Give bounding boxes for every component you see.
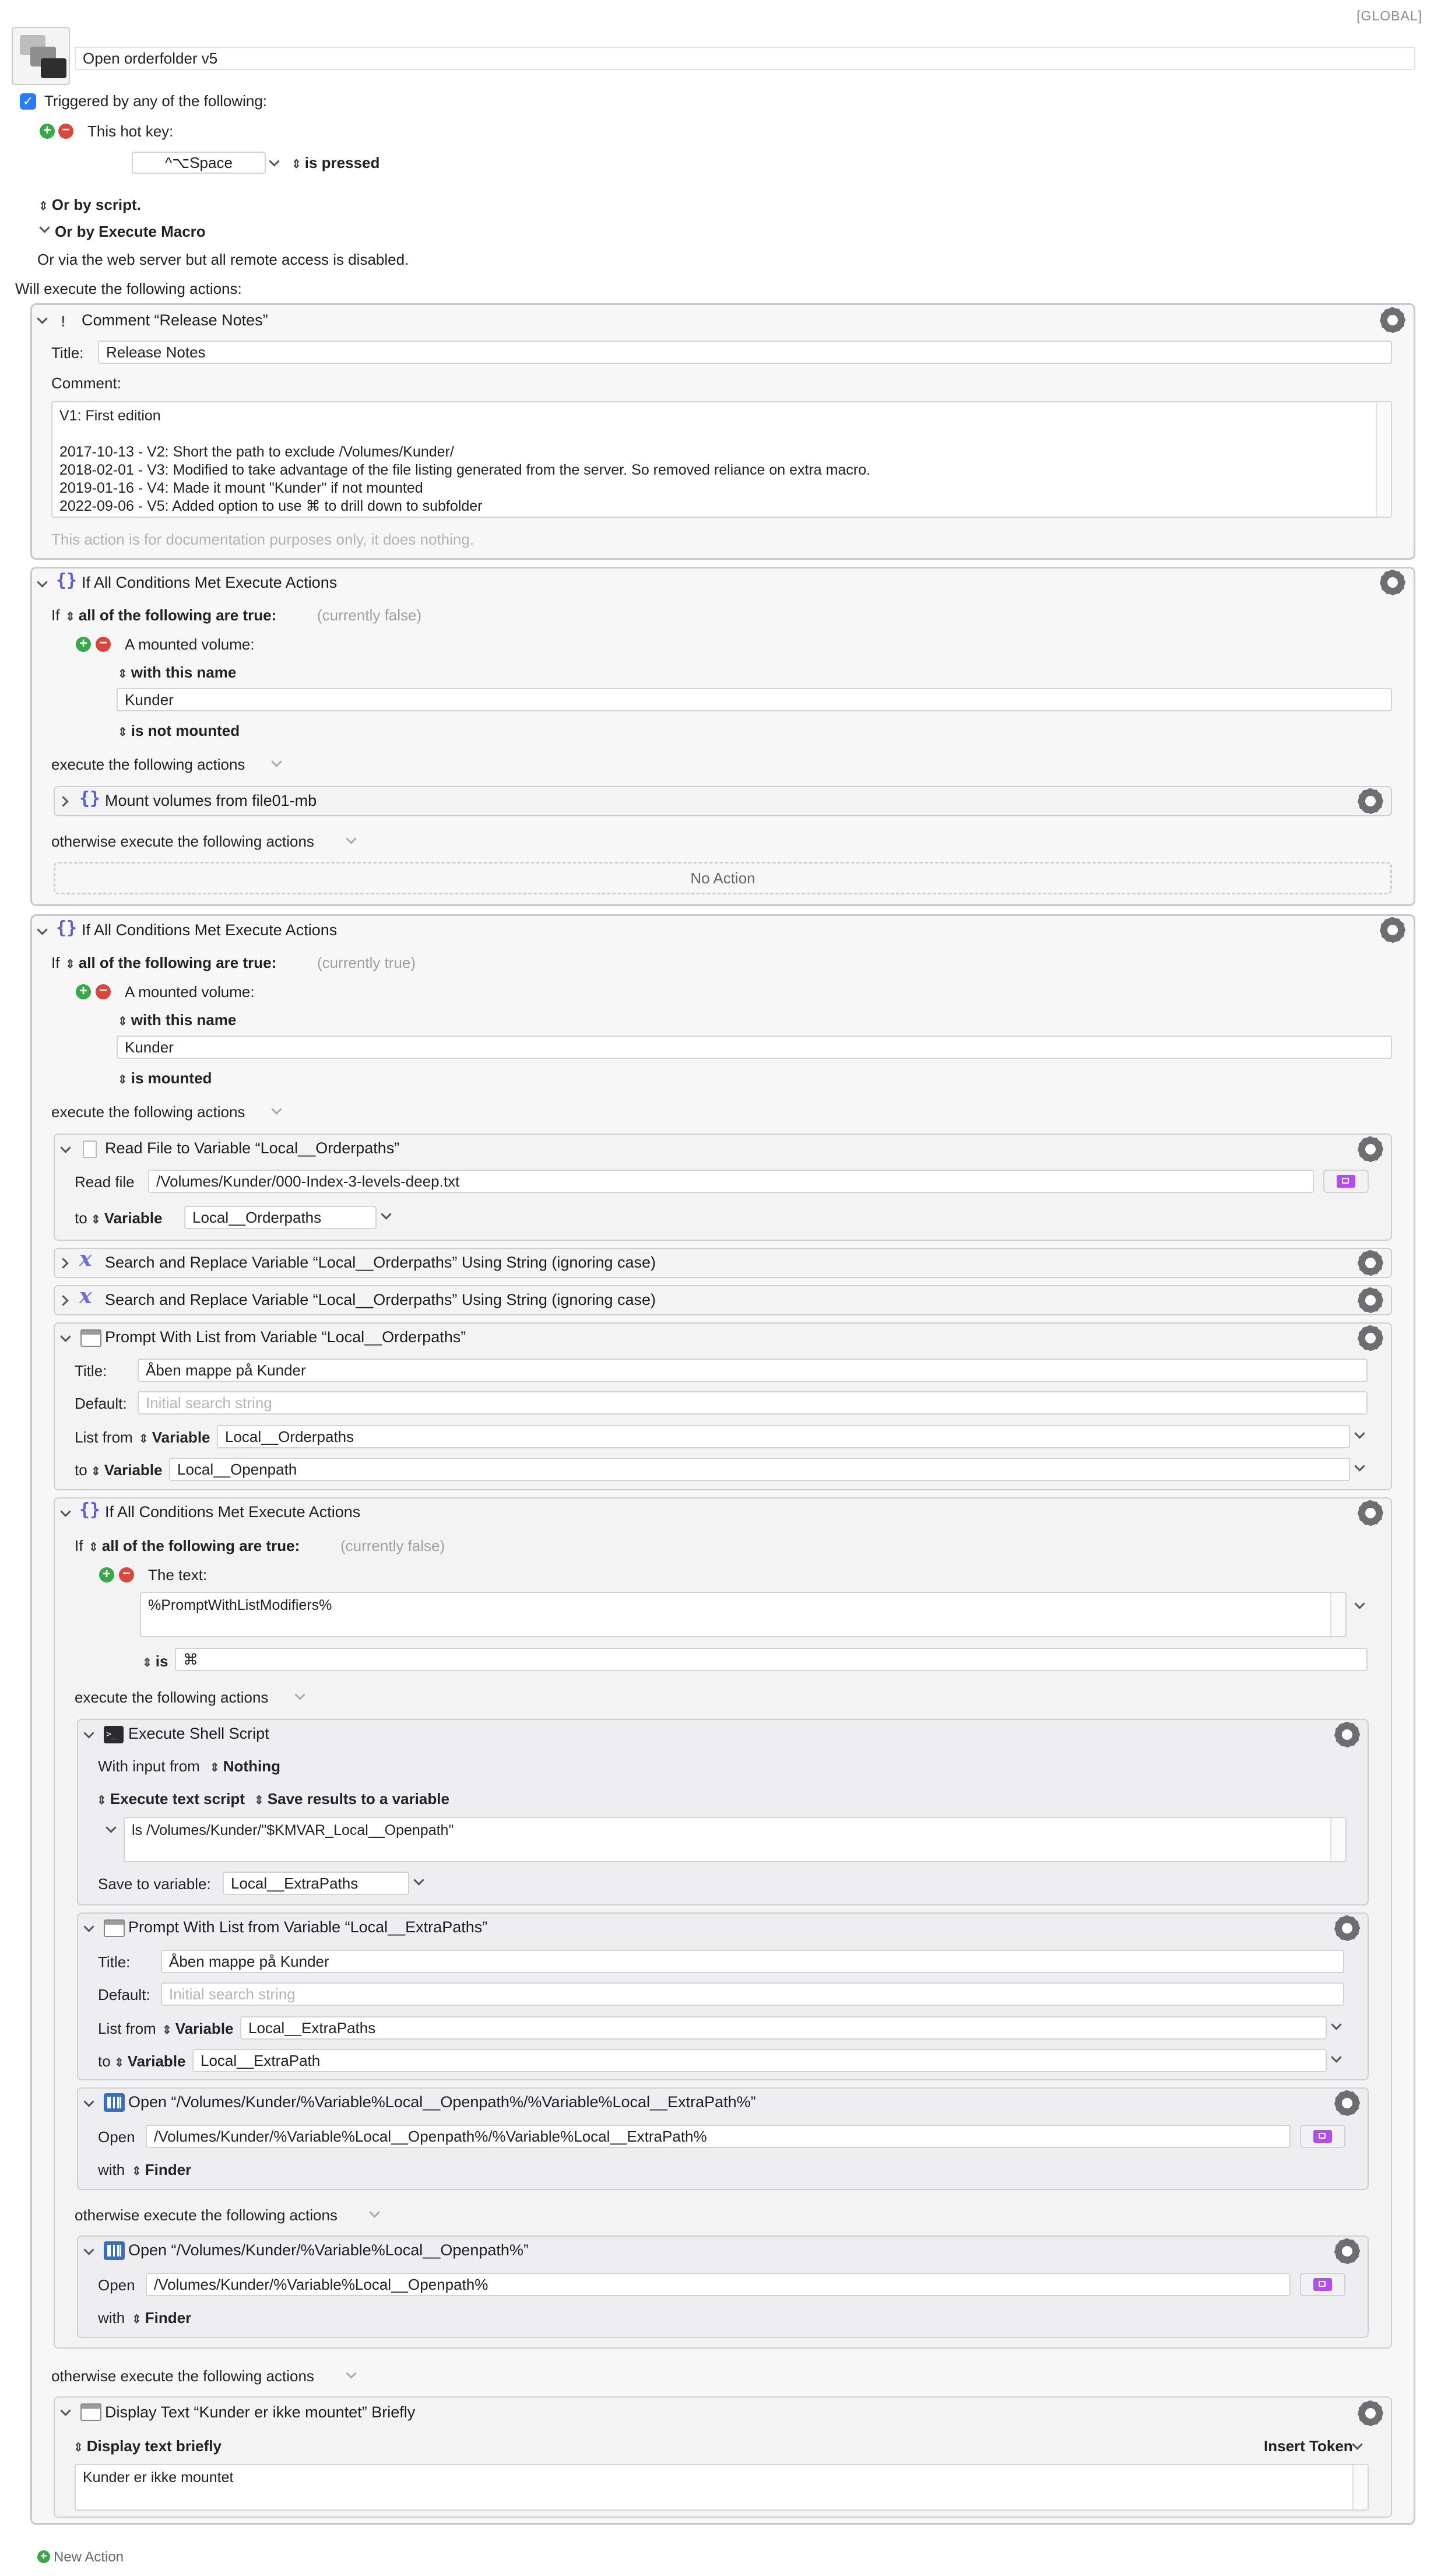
action-title: Display Text “Kunder er ikke mountet” Briefly	[105, 2403, 416, 2421]
read-file-label: Read file	[75, 1173, 135, 1191]
action-title: Comment “Release Notes”	[82, 311, 268, 329]
gear-icon[interactable]	[1358, 1137, 1383, 1161]
remove-condition-button[interactable]: −	[119, 1567, 134, 1582]
folder-picker-button[interactable]	[1300, 2273, 1345, 2296]
default-label: Default:	[98, 1986, 150, 2003]
finder-icon	[104, 2093, 125, 2112]
braces-icon: {}	[56, 570, 78, 591]
variable-type-select[interactable]: ⇕ Variable	[162, 2020, 234, 2037]
web-server-note: Or via the web server but all remote access is disabled.	[37, 251, 409, 268]
updown-icon: ⇕	[132, 2313, 142, 2326]
display-text-field[interactable]: Kunder er ikke mountet	[75, 2464, 1369, 2511]
open-label: Open	[98, 2128, 135, 2146]
condition-status: (currently true)	[317, 954, 416, 971]
default-search-field[interactable]: Initial search string	[161, 1982, 1344, 2006]
variable-type-select[interactable]: ⇕ Variable	[91, 1209, 163, 1227]
triggered-label: Triggered by any of the following:	[44, 92, 268, 110]
action-title: Open “/Volumes/Kunder/%Variable%Local__Openpath%”	[128, 2241, 529, 2259]
title-label: Title:	[98, 1953, 131, 1971]
with-name-select[interactable]: ⇕ with this name	[118, 1011, 237, 1029]
hotkey-state-select[interactable]: ⇕ is pressed	[291, 154, 380, 171]
otherwise-label: otherwise execute the following actions	[51, 2367, 314, 2385]
comment-icon: !	[61, 313, 66, 330]
add-condition-button[interactable]: +	[76, 637, 91, 652]
condition-status: (currently false)	[317, 606, 422, 624]
add-condition-button[interactable]: +	[76, 984, 91, 999]
folder-icon	[1313, 2130, 1332, 2143]
updown-icon: ⇕	[114, 2056, 124, 2069]
default-search-field[interactable]: Initial search string	[138, 1391, 1368, 1415]
updown-icon: ⇕	[118, 1015, 128, 1028]
gear-icon[interactable]	[1358, 1251, 1383, 1275]
updown-icon: ⇕	[132, 2165, 142, 2178]
gear-icon[interactable]	[1358, 1288, 1383, 1312]
condition-type: A mounted volume:	[125, 983, 255, 1001]
macro-icon[interactable]	[12, 27, 70, 85]
action-title: Open “/Volumes/Kunder/%Variable%Local__Openpath%/%Variable%Local__ExtraPath%”	[128, 2093, 756, 2111]
add-trigger-button[interactable]: +	[40, 124, 55, 139]
save-to-label: Save to variable:	[98, 1875, 211, 1893]
updown-icon: ⇕	[254, 1794, 264, 1807]
with-name-select[interactable]: ⇕ with this name	[118, 664, 237, 681]
mount-state-select[interactable]: ⇕ is not mounted	[118, 722, 240, 739]
save-variable-field[interactable]: Local__ExtraPaths	[223, 1872, 409, 1895]
exec-mode-select[interactable]: ⇕ Execute text script	[97, 1790, 245, 1808]
default-label: Default:	[75, 1395, 127, 1412]
gear-icon[interactable]	[1380, 308, 1405, 332]
braces-icon: {}	[79, 1500, 101, 1520]
will-execute-label: Will execute the following actions:	[15, 280, 242, 297]
scrollbar[interactable]	[1330, 1593, 1345, 1636]
to-label: to	[98, 2052, 111, 2070]
variable-type-select[interactable]: ⇕ Variable	[139, 1429, 210, 1446]
window-icon	[80, 2403, 101, 2421]
all-true-select[interactable]: ⇕ all of the following are true:	[65, 606, 277, 624]
global-label: [GLOBAL]	[1356, 8, 1422, 23]
hotkey-chevron-icon[interactable]	[269, 156, 279, 166]
condition-type: The text:	[148, 1566, 208, 1584]
prompt-title-field[interactable]: Åben mappe på Kunder	[138, 1359, 1368, 1382]
if-label: If	[51, 606, 60, 624]
updown-icon: ⇕	[118, 668, 128, 680]
gear-icon[interactable]	[1335, 1916, 1359, 1940]
comment-title-field[interactable]: Release Notes	[98, 341, 1392, 364]
action-title: Search and Replace Variable “Local__Orderpaths” Using String (ignoring case)	[105, 1254, 656, 1271]
add-condition-button[interactable]: +	[99, 1567, 114, 1582]
updown-icon: ⇕	[210, 1761, 220, 1774]
execute-label: execute the following actions	[51, 1103, 245, 1121]
condition-text-field[interactable]: %PromptWithListModifiers%	[140, 1592, 1347, 1637]
to-variable-field[interactable]: Local__Openpath	[169, 1458, 1350, 1481]
variable-x-icon: x	[79, 1247, 92, 1271]
by-execute-macro[interactable]: Or by Execute Macro	[55, 223, 206, 240]
comment-footer: This action is for documentation purposes only, it does nothing.	[51, 531, 475, 548]
gear-icon[interactable]	[1335, 2091, 1359, 2115]
variable-type-select[interactable]: ⇕ Variable	[114, 2052, 186, 2070]
to-variable-field[interactable]: Local__ExtraPath	[192, 2049, 1327, 2072]
mount-state-select[interactable]: ⇕ is mounted	[118, 1069, 212, 1087]
gear-icon[interactable]	[1358, 1326, 1383, 1350]
action-title: If All Conditions Met Execute Actions	[105, 1503, 361, 1521]
folder-icon	[1337, 1175, 1355, 1188]
action-title: If All Conditions Met Execute Actions	[82, 574, 338, 591]
updown-icon: ⇕	[291, 158, 301, 171]
updown-icon: ⇕	[139, 1433, 149, 1445]
action-title: Execute Shell Script	[128, 1725, 269, 1742]
if-label: If	[51, 954, 60, 971]
input-source-select[interactable]: ⇕ Nothing	[210, 1757, 280, 1775]
finder-icon	[104, 2241, 125, 2260]
input-from-label: With input from	[98, 1757, 200, 1775]
comment-text[interactable]: V1: First edition 2017-10-13 - V2: Short the path to exclude /Volumes/Kunder/ 2018-02-01 - V3: Modified to take advantage of the file listing generated from the server. So removed reliance on extra macro. 2019-01-16 - V4: Made it mount "Kunder" if not mounted 2022-09-06 - V5: Added option to use ⌘ to drill down to subfolder	[51, 401, 1392, 518]
hotkey-label: This hot key:	[87, 122, 174, 140]
open-label: Open	[98, 2276, 135, 2294]
window-icon	[104, 1919, 125, 1937]
comment-label: Comment:	[51, 374, 121, 392]
variable-name-field[interactable]: Local__Orderpaths	[184, 1206, 377, 1229]
triggered-checkbox[interactable]: ✓	[20, 93, 36, 110]
no-action-placeholder[interactable]: No Action	[54, 862, 1392, 894]
to-label: to	[75, 1209, 87, 1227]
prompt-title-field[interactable]: Åben mappe på Kunder	[161, 1950, 1344, 1973]
variable-type-select[interactable]: ⇕ Variable	[91, 1461, 163, 1479]
updown-icon: ⇕	[38, 200, 48, 213]
updown-icon: ⇕	[91, 1465, 101, 1478]
gear-icon[interactable]	[1380, 570, 1405, 595]
updown-icon: ⇕	[91, 1213, 101, 1226]
updown-icon: ⇕	[118, 1073, 128, 1086]
action-title: Mount volumes from file01-mb	[105, 792, 317, 809]
all-true-select[interactable]: ⇕ all of the following are true:	[65, 954, 277, 971]
insert-token-button[interactable]: Insert Token	[1264, 2437, 1353, 2455]
to-label: to	[75, 1461, 87, 1479]
app-select[interactable]: ⇕ Finder	[132, 2161, 192, 2178]
action-title: Search and Replace Variable “Local__Orderpaths” Using String (ignoring case)	[105, 1291, 656, 1308]
condition-type: A mounted volume:	[125, 636, 255, 653]
output-mode-select[interactable]: ⇕ Save results to a variable	[254, 1790, 449, 1808]
terminal-icon: >_	[104, 1726, 124, 1743]
variable-x-icon: x	[79, 1284, 92, 1308]
scrollbar[interactable]	[1376, 402, 1391, 517]
title-label: Title:	[75, 1362, 107, 1380]
updown-icon: ⇕	[73, 2441, 83, 2454]
title-label: Title:	[51, 344, 84, 362]
with-label: with	[98, 2309, 125, 2326]
file-icon	[83, 1140, 97, 1158]
condition-status: (currently false)	[340, 1537, 445, 1554]
open-path-field[interactable]: /Volumes/Kunder/%Variable%Local__Openpath%/%Variable%Local__ExtraPath%	[146, 2125, 1291, 2148]
updown-icon: ⇕	[162, 2024, 172, 2037]
is-select[interactable]: ⇕ is	[142, 1652, 168, 1670]
script-field[interactable]: ls /Volumes/Kunder/"$KMVAR_Local__Openpath"	[124, 1817, 1347, 1862]
remove-condition-button[interactable]: −	[96, 637, 111, 652]
execute-label: execute the following actions	[51, 756, 245, 773]
new-action-button[interactable]: New Action	[54, 2549, 124, 2565]
action-title: Prompt With List from Variable “Local__Orderpaths”	[105, 1328, 466, 1346]
open-path-field[interactable]: /Volumes/Kunder/%Variable%Local__Openpath%	[146, 2273, 1291, 2296]
gear-icon[interactable]	[1380, 918, 1405, 942]
action-title: Read File to Variable “Local__Orderpaths”	[105, 1139, 400, 1157]
window-icon	[80, 1329, 101, 1347]
gear-icon[interactable]	[1358, 1501, 1383, 1525]
otherwise-label: otherwise execute the following actions	[51, 833, 314, 850]
macro-name-field[interactable]: Open orderfolder v5	[75, 47, 1415, 70]
file-path-field[interactable]: /Volumes/Kunder/000-Index-3-levels-deep.txt	[148, 1170, 1314, 1193]
braces-icon: {}	[79, 788, 101, 809]
updown-icon: ⇕	[118, 726, 128, 739]
by-script-toggle[interactable]: ⇕ Or by script.	[38, 196, 141, 213]
with-label: with	[98, 2161, 125, 2178]
display-mode-select[interactable]: ⇕ Display text briefly	[73, 2437, 222, 2455]
chevron-down-icon[interactable]	[39, 222, 50, 233]
new-action-icon[interactable]: +	[37, 2550, 50, 2563]
braces-icon: {}	[56, 918, 78, 938]
list-variable-field[interactable]: Local__ExtraPaths	[240, 2016, 1327, 2040]
remove-condition-button[interactable]: −	[96, 984, 111, 999]
scrollbar[interactable]	[1352, 2465, 1368, 2510]
gear-icon[interactable]	[1335, 2239, 1359, 2263]
action-title: Prompt With List from Variable “Local__ExtraPaths”	[128, 1918, 488, 1936]
action-title: If All Conditions Met Execute Actions	[82, 921, 338, 939]
all-true-select[interactable]: ⇕ all of the following are true:	[89, 1537, 300, 1554]
gear-icon[interactable]	[1358, 789, 1383, 813]
hotkey-field[interactable]: ^⌥Space	[132, 152, 266, 174]
list-from-label: List from	[98, 2020, 156, 2037]
folder-icon	[1313, 2278, 1332, 2291]
if-label: If	[75, 1537, 83, 1554]
scrollbar[interactable]	[1330, 1818, 1345, 1861]
list-from-label: List from	[75, 1429, 133, 1446]
updown-icon: ⇕	[65, 610, 75, 623]
list-variable-field[interactable]: Local__Orderpaths	[217, 1425, 1350, 1448]
remove-trigger-button[interactable]: −	[58, 124, 73, 139]
gear-icon[interactable]	[1358, 2401, 1383, 2426]
folder-picker-button[interactable]	[1323, 1170, 1369, 1193]
folder-picker-button[interactable]	[1300, 2125, 1345, 2148]
volume-name-field[interactable]: Kunder	[117, 1036, 1392, 1059]
updown-icon: ⇕	[89, 1541, 99, 1554]
is-value-field[interactable]: ⌘	[175, 1648, 1368, 1671]
updown-icon: ⇕	[97, 1794, 107, 1807]
app-select[interactable]: ⇕ Finder	[132, 2309, 192, 2326]
updown-icon: ⇕	[65, 958, 75, 971]
execute-label: execute the following actions	[75, 1689, 269, 1706]
updown-icon: ⇕	[142, 1656, 152, 1669]
volume-name-field[interactable]: Kunder	[117, 688, 1392, 711]
gear-icon[interactable]	[1335, 1722, 1359, 1747]
otherwise-label: otherwise execute the following actions	[75, 2206, 338, 2224]
